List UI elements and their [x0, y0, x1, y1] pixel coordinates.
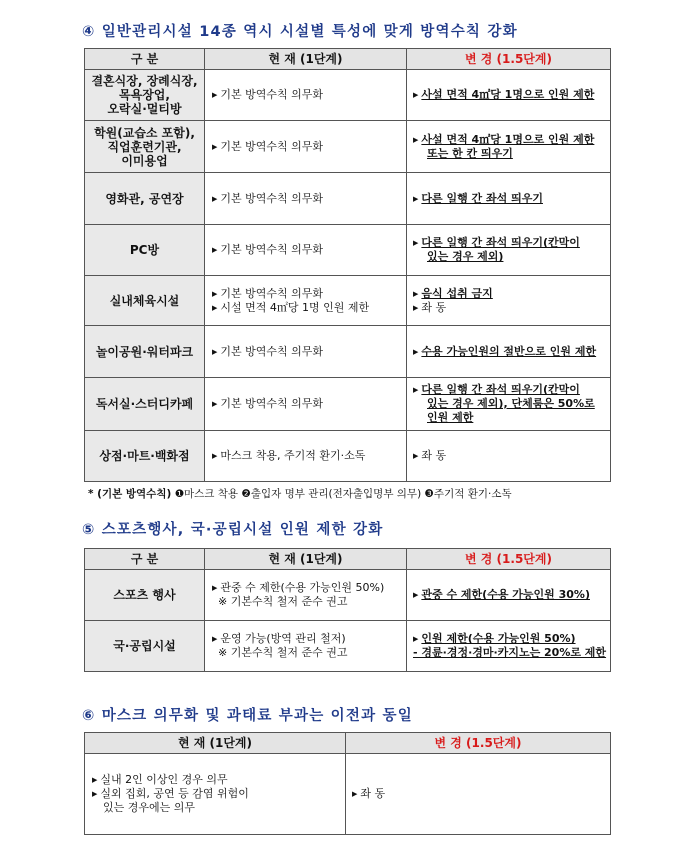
triangle-bullet-icon: ▶ [413, 239, 419, 247]
current-cell: ▶ 기본 방역수칙 의무화 [205, 225, 407, 276]
table-row [85, 121, 611, 173]
current-cell: ▶ 운영 가능(방역 관리 철저) ※ 기본수칙 철저 준수 권고 [205, 621, 407, 672]
current-cell: ▶ 실내 2인 이상인 경우 의무 ▶ 실외 집회, 공연 등 감염 위험이 있는 경우에는 의무 [85, 754, 346, 835]
triangle-bullet-icon: ▶ [413, 91, 419, 99]
table-row [85, 378, 611, 431]
change-cell: ▶ 관중 수 제한(수용 가능인원 30%) [407, 570, 611, 621]
category-cell: 스포츠 행사 [85, 570, 205, 621]
change-cell: ▶ 다른 일행 간 좌석 띄우기 [407, 173, 611, 225]
header-category: 구 분 [85, 49, 205, 70]
category-cell: 학원(교습소 포함), 직업훈련기관, 이미용업 [85, 121, 205, 173]
category-cell: 상점·마트·백화점 [85, 431, 205, 482]
category-cell: 결혼식장, 장례식장, 목욕장업, 오락실·멀티방 [85, 70, 205, 121]
triangle-bullet-icon: ▶ [212, 91, 218, 99]
header-change: 변 경 (1.5단계) [346, 733, 611, 754]
table-row [85, 225, 611, 276]
change-cell: ▶ 좌 동 [407, 431, 611, 482]
triangle-bullet-icon: ▶ [212, 142, 218, 151]
triangle-bullet-icon: ▶ [212, 246, 218, 254]
current-cell: ▶ 기본 방역수칙 의무화 ▶ 시설 면적 4㎡당 1명 인원 제한 [205, 276, 407, 326]
note-label: * (기본 방역수칙) [88, 488, 172, 500]
change-cell: ▶ 다른 일행 간 좌석 띄우기(칸막이 있는 경우 제외), 단체룸은 50%로 인원 제한 [407, 378, 611, 431]
current-cell: ▶ 기본 방역수칙 의무화 [205, 121, 407, 173]
triangle-bullet-icon: ▶ [413, 135, 419, 144]
change-cell: ▶ 수용 가능인원의 절반으로 인원 제한 [407, 326, 611, 378]
triangle-bullet-icon: ▶ [92, 790, 98, 798]
category-cell: 영화관, 공연장 [85, 173, 205, 225]
table-row [85, 70, 611, 121]
table-row [85, 276, 611, 326]
current-cell: ▶ 기본 방역수칙 의무화 [205, 70, 407, 121]
triangle-bullet-icon: ▶ [413, 347, 419, 356]
category-cell: PC방 [85, 225, 205, 276]
basic-rules-note [88, 486, 512, 501]
table-row [85, 326, 611, 378]
category-cell: 실내체육시설 [85, 276, 205, 326]
triangle-bullet-icon: ▶ [212, 400, 218, 408]
note-text: ❶마스크 착용 ❷출입자 명부 관리(전자출입명부 의무) ❸주기적 환기·소독 [174, 488, 512, 500]
change-cell: ▶ 좌 동 [346, 754, 611, 835]
change-cell: ▶ 다른 일행 간 좌석 띄우기(칸막이 있는 경우 제외) [407, 225, 611, 276]
triangle-bullet-icon: ▶ [212, 289, 218, 298]
change-cell: ▶ 음식 섭취 금지 ▶ 좌 동 [407, 276, 611, 326]
triangle-bullet-icon: ▶ [413, 386, 419, 394]
triangle-bullet-icon: ▶ [92, 776, 98, 784]
table-row [85, 431, 611, 482]
triangle-bullet-icon: ▶ [413, 303, 419, 312]
change-cell: ▶ 인원 제한(수용 가능인원 50%) - 경륜·경정·경마·카지노는 20%로 제한 [407, 621, 611, 672]
triangle-bullet-icon: ▶ [212, 635, 218, 643]
change-cell: ▶ 사설 면적 4㎡당 1명으로 인원 제한 또는 한 칸 띄우기 [407, 121, 611, 173]
current-cell: ▶ 기본 방역수칙 의무화 [205, 326, 407, 378]
triangle-bullet-icon: ▶ [413, 591, 419, 599]
section5-table [84, 548, 611, 672]
category-cell: 독서실·스터디카페 [85, 378, 205, 431]
header-category: 구 분 [85, 549, 205, 570]
header-current: 현 재 (1단계) [205, 549, 407, 570]
current-cell: ▶ 기본 방역수칙 의무화 [205, 173, 407, 225]
section5-title: ⑤ 스포츠행사, 국·공립시설 인원 제한 강화 [82, 522, 384, 538]
table-row [85, 621, 611, 672]
header-current: 현 재 (1단계) [85, 733, 346, 754]
header-change: 변 경 (1.5단계) [407, 49, 611, 70]
triangle-bullet-icon: ▶ [212, 584, 218, 592]
table-row [85, 173, 611, 225]
triangle-bullet-icon: ▶ [413, 635, 419, 643]
current-cell: ▶ 관중 수 제한(수용 가능인원 50%) ※ 기본수칙 철저 준수 권고 [205, 570, 407, 621]
triangle-bullet-icon: ▶ [212, 303, 218, 312]
triangle-bullet-icon: ▶ [413, 289, 419, 298]
triangle-bullet-icon: ▶ [212, 194, 218, 203]
header-current: 현 재 (1단계) [205, 49, 407, 70]
change-cell: ▶ 사설 면적 4㎡당 1명으로 인원 제한 [407, 70, 611, 121]
current-cell: ▶ 마스크 착용, 주기적 환기·소독 [205, 431, 407, 482]
section4-title: ④ 일반관리시설 14종 역시 시설별 특성에 맞게 방역수칙 강화 [82, 24, 518, 40]
table-row [85, 754, 611, 835]
category-cell: 국·공립시설 [85, 621, 205, 672]
section6-table [84, 732, 611, 835]
triangle-bullet-icon: ▶ [352, 790, 358, 798]
triangle-bullet-icon: ▶ [212, 452, 218, 460]
section4-table [84, 48, 611, 482]
triangle-bullet-icon: ▶ [413, 452, 419, 460]
table-row [85, 570, 611, 621]
category-cell: 놀이공원·워터파크 [85, 326, 205, 378]
triangle-bullet-icon: ▶ [413, 194, 419, 203]
triangle-bullet-icon: ▶ [212, 347, 218, 356]
header-change: 변 경 (1.5단계) [407, 549, 611, 570]
section6-title: ⑥ 마스크 의무화 및 과태료 부과는 이전과 동일 [82, 708, 413, 724]
current-cell: ▶ 기본 방역수칙 의무화 [205, 378, 407, 431]
